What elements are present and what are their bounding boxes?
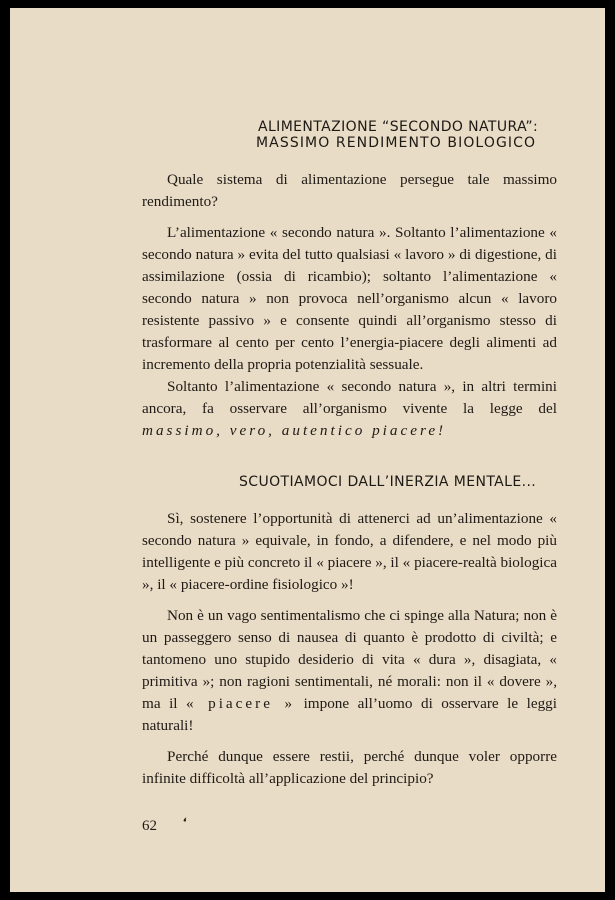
section-heading-1-line-1: ALIMENTAZIONE “SECONDO NATURA”: bbox=[258, 119, 539, 135]
book-page bbox=[10, 8, 605, 892]
paragraph: L’alimentazione « secondo natura ». Soltanto l’alimentazione « secondo natura » evita del tutto qualsiasi « lavoro » di digestione, di assimilazione (ossia di ricambio); soltanto l’alimentazione « secondo natura » non provoca nell’organismo alcun « lavoro resistente passivo » e consente quindi all’organismo stesso di trasformare al cento per cento l’energia-piacere degli alimenti ad incremento della propria potenzialità sessuale. bbox=[142, 224, 557, 373]
section-heading-2: SCUOTIAMOCI DALL’INERZIA MENTALE... bbox=[239, 474, 537, 490]
paragraph: Quale sistema di alimentazione persegue tale massimo rendimento? bbox=[142, 171, 557, 210]
page-number: 62 bbox=[142, 818, 157, 834]
paragraph bbox=[142, 605, 557, 737]
section-heading-1-line-2: MASSIMO RENDIMENTO BIOLOGICO bbox=[256, 135, 537, 151]
ornament-icon: ❛ bbox=[179, 814, 189, 830]
emphasized-text: massimo, vero, autentico piacere! bbox=[142, 422, 447, 439]
paragraph bbox=[142, 376, 557, 442]
paragraph: Perché dunque essere restii, perché dunque voler opporre infinite difficoltà all’applicazione del principio? bbox=[142, 748, 557, 787]
section-1-body bbox=[142, 169, 557, 442]
paragraph-text: Soltanto l’alimentazione « secondo natura », in altri termini ancora, fa osservare all’organismo vivente la legge del bbox=[142, 378, 557, 417]
paragraph-text: impone all’uomo di osservare le leggi naturali! bbox=[142, 695, 557, 734]
section-2-body bbox=[142, 508, 557, 790]
paragraph: Sì, sostenere l’opportunità di attenerci ad un’alimentazione « secondo natura » equivale, in fondo, a difendere, e nel modo più intelligente e più concreto il « piacere », il « piacere-realtà biologica », il « piacere-ordine fisiologico »! bbox=[142, 510, 557, 593]
paragraph-text: Non è un vago sentimentalismo che ci spinge alla Natura; non è un passeggero senso di nausea di quanto è prodotto di civiltà; e tantomeno uno stupido desiderio di vita « dura », disagiata, « primitiva »; non ragioni sentimentali, né morali: non il « dovere », ma il bbox=[142, 607, 557, 712]
emphasized-text: « piacere » bbox=[186, 695, 296, 712]
